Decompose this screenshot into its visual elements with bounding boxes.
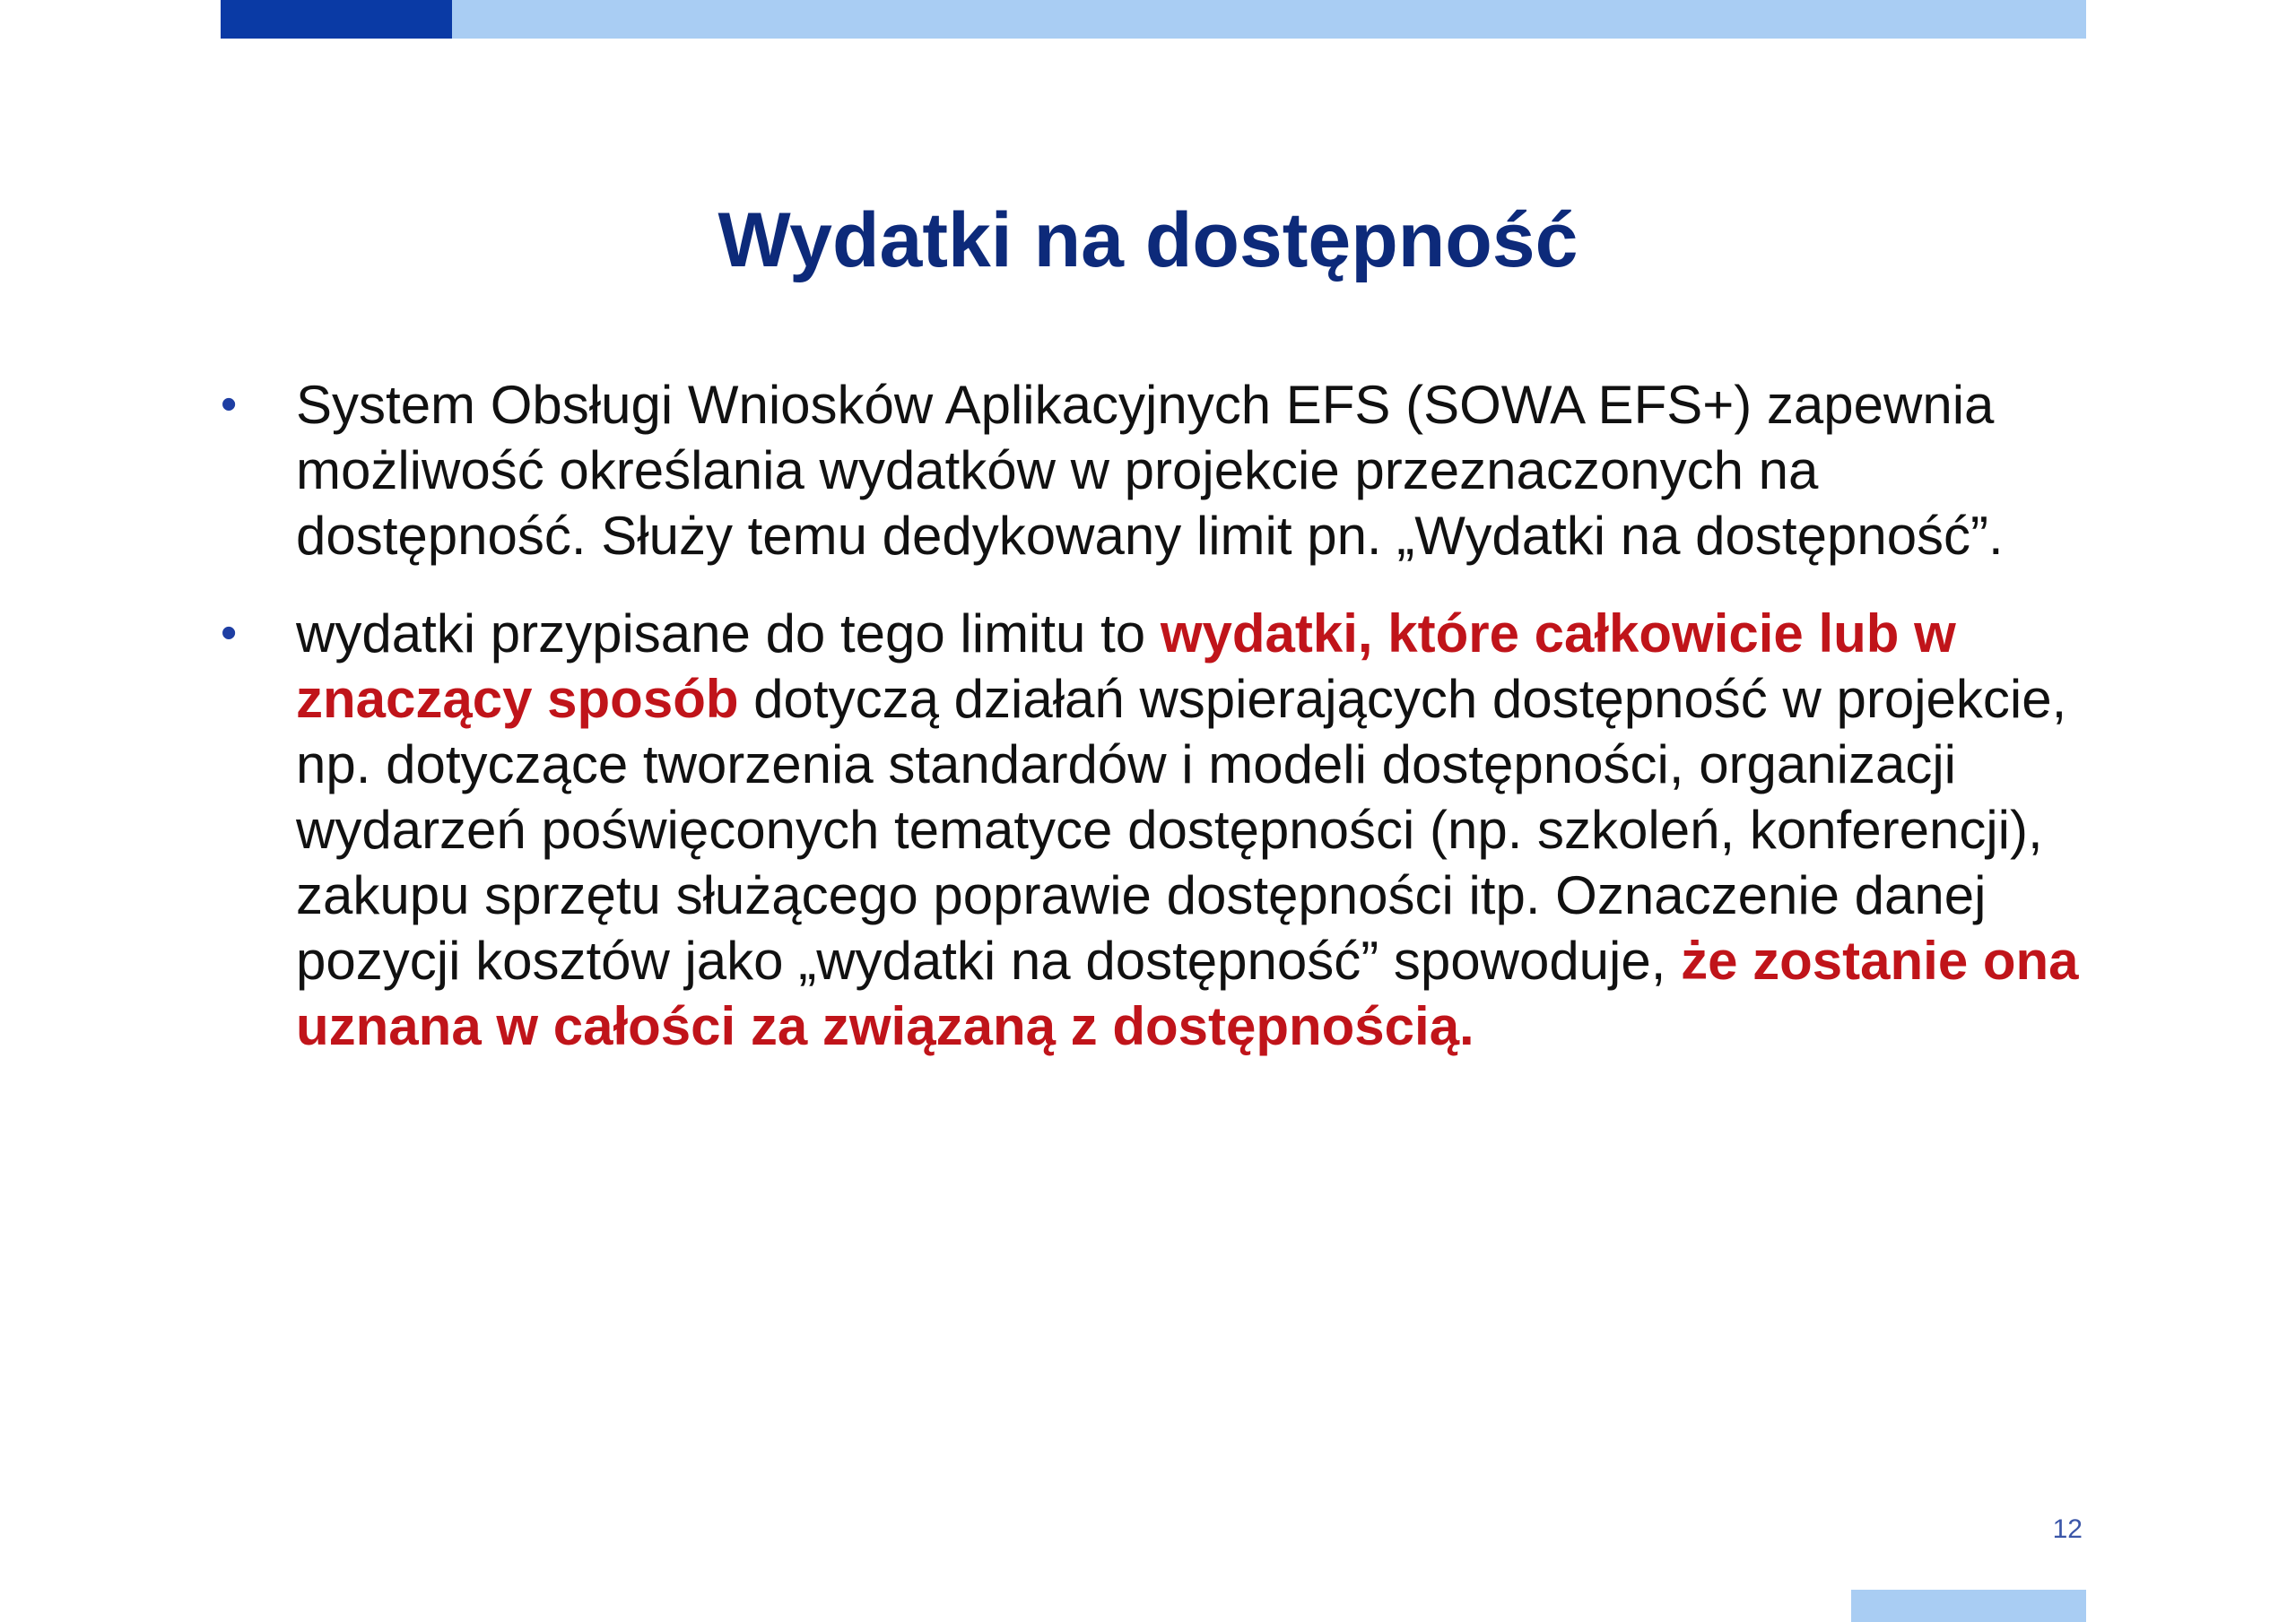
bullet-list bbox=[221, 372, 2104, 1059]
bottom-decorative-bar bbox=[1851, 1590, 2086, 1622]
bullet-text-part-2: dotyczą działań wspierających dostępność w projekcie, np. dotyczące tworzenia standardów i modeli dostępności, organizacji wydarzeń poświęconych tematyce dostępności (np. szkoleń, konferencji), zakupu sprzętu służącego poprawie dostępności itp. Oznaczenie danej pozycji kosztów jako „wydatki na dostępność” spowoduje, bbox=[296, 669, 2067, 991]
page-number: 12 bbox=[2052, 1514, 2083, 1544]
slide-title: Wydatki na dostępność bbox=[718, 197, 1578, 283]
bullet-highlight-1: wydatki, które całkowicie lub w znaczący sposób bbox=[296, 603, 1956, 729]
bullet-item-2 bbox=[221, 601, 2104, 1059]
bullet-dot-icon: • bbox=[221, 607, 238, 659]
top-decorative-bar bbox=[221, 0, 2086, 39]
bullet-text-part-1: wydatki przypisane do tego limitu to bbox=[296, 603, 1161, 664]
bullet-item-1 bbox=[221, 372, 2104, 568]
bullet-highlight-2: że zostanie ona uznana w całości za związaną z dostępnością. bbox=[296, 931, 2079, 1056]
bullet-dot-icon: • bbox=[221, 378, 238, 430]
bullet-text: System Obsługi Wniosków Aplikacyjnych EFS (SOWA EFS+) zapewnia możliwość określania wydatków w projekcie przeznaczonych na dostępność. Służy temu dedykowany limit pn. „Wydatki na dostępność”. bbox=[296, 375, 2004, 566]
top-accent-block bbox=[221, 0, 452, 39]
